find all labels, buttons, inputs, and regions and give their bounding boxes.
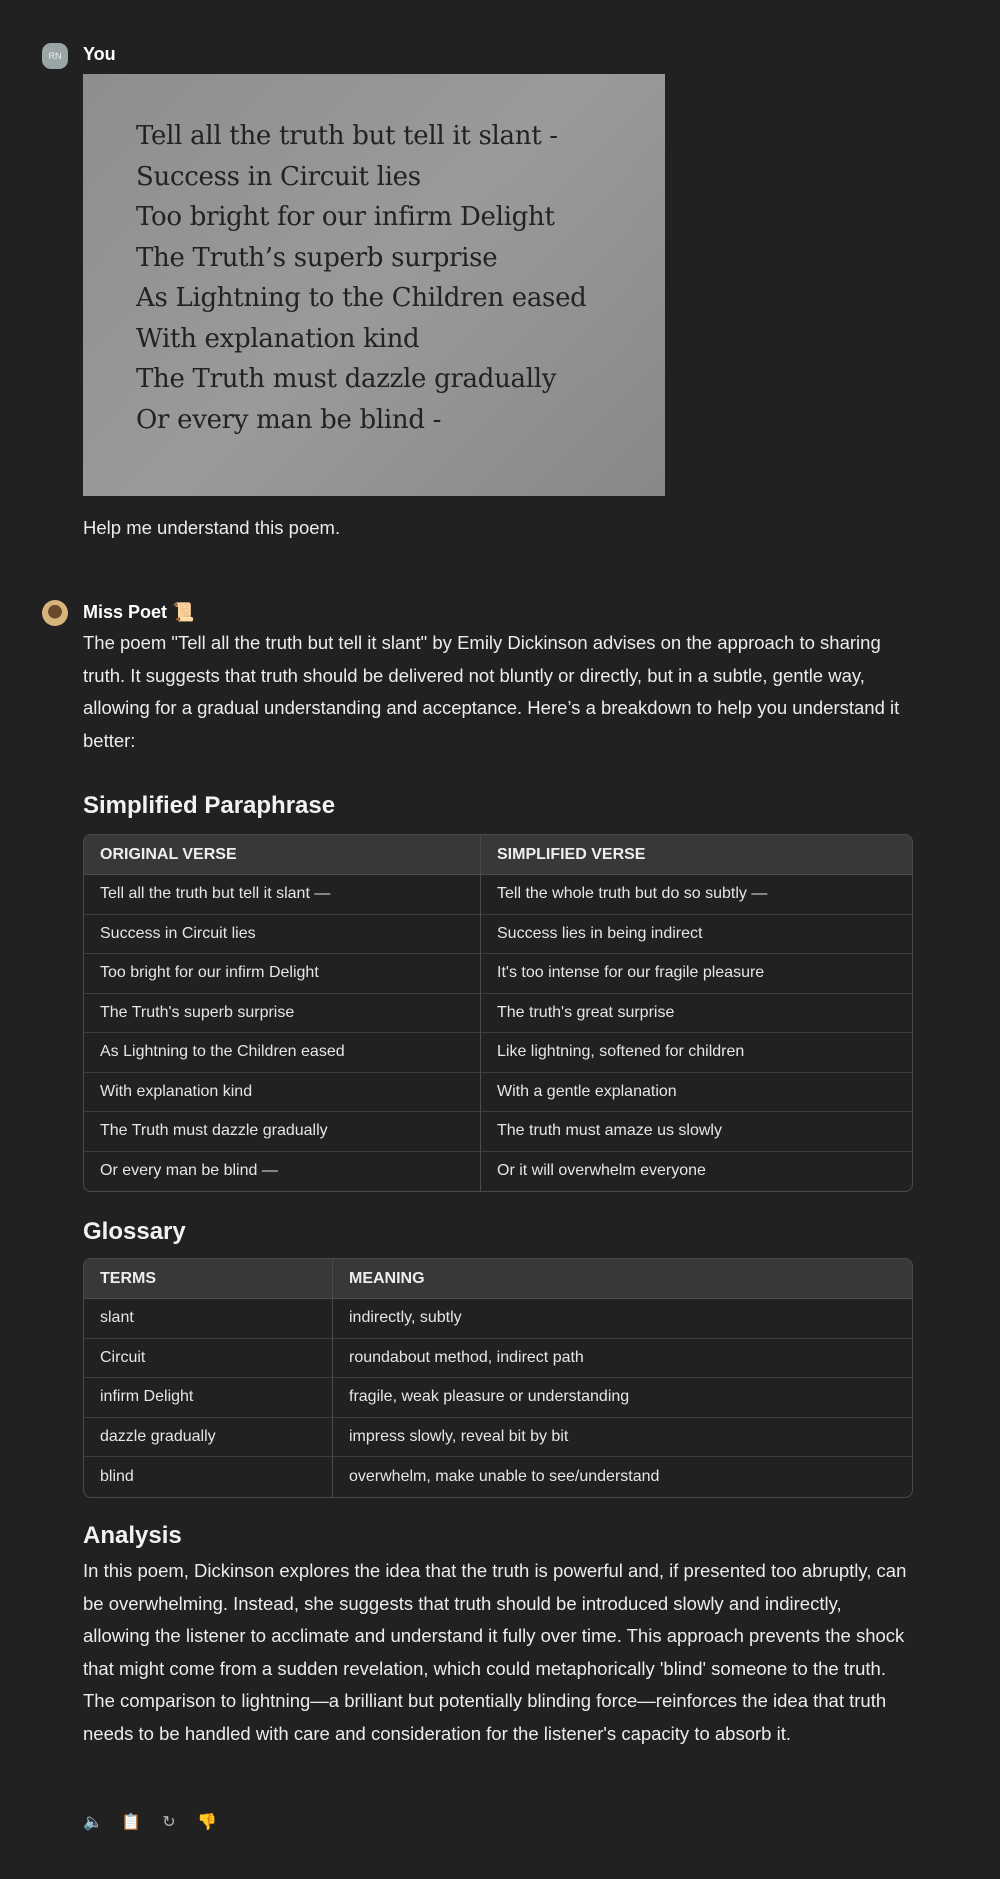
- paraphrase-table: [83, 834, 913, 1192]
- column-header: TERMS: [84, 1259, 332, 1299]
- poem-line: As Lightning to the Children eased: [136, 283, 587, 313]
- table-cell: indirectly, subtly: [332, 1299, 912, 1339]
- regenerate-icon[interactable]: ↻: [162, 1814, 176, 1831]
- table-cell: Success lies in being indirect: [480, 915, 912, 955]
- table-cell: Circuit: [84, 1339, 332, 1379]
- table-row: [84, 1378, 912, 1418]
- message-actions: [83, 1812, 217, 1832]
- table-row: [84, 954, 912, 994]
- poem-line: Too bright for our infirm Delight: [136, 202, 555, 232]
- poem-image: [83, 74, 665, 496]
- table-row: [84, 1112, 912, 1152]
- table-row: [84, 1033, 912, 1073]
- table-cell: infirm Delight: [84, 1378, 332, 1418]
- poem-line: The Truth’s superb surprise: [136, 242, 498, 273]
- poem-line: Success in Circuit lies: [136, 161, 421, 192]
- table-row: [84, 1418, 912, 1458]
- analysis-paragraph: In this poem, Dickinson explores the idea that the truth is powerful and, if presented too abruptly, can be overwhelming. Instead, she suggests that truth should be introduced slowly and indirectly, allowing the listener to acclimate and understand it fully over time. This approach prevents the shock that might come from a sudden revelation, which could metaphorically 'blind' someone to the truth. The comparison to lightning—a brilliant but potentially blinding force—reinforces the idea that truth needs to be handled with care and consideration for the listener's capacity to absorb it.: [83, 1560, 907, 1744]
- intro-paragraph: The poem "Tell all the truth but tell it slant" by Emily Dickinson advises on the approach to sharing truth. It suggests that truth should be delivered not bluntly or directly, but in a subtle, gentle way, allowing for a gradual understanding and acceptance. Here’s a breakdown to help you understand it better:: [83, 632, 900, 751]
- table-row: [84, 994, 912, 1034]
- table-cell: Or every man be blind —: [100, 1162, 278, 1180]
- thumbs-down-icon[interactable]: 👎: [197, 1814, 217, 1831]
- clipboard-icon[interactable]: 📋: [121, 1814, 141, 1831]
- column-header: MEANING: [332, 1259, 912, 1299]
- table-cell: The Truth must dazzle gradually: [84, 1112, 480, 1152]
- table-cell: impress slowly, reveal bit by bit: [332, 1418, 912, 1458]
- table-cell: Or it will overwhelm everyone: [480, 1152, 912, 1192]
- table-cell: With explanation kind: [84, 1073, 480, 1113]
- speaker-icon[interactable]: 🔈: [83, 1814, 103, 1831]
- assistant-avatar: [42, 600, 68, 626]
- table-cell: The truth must amaze us slowly: [480, 1112, 912, 1152]
- table-cell: As Lightning to the Children eased: [84, 1033, 480, 1073]
- table-cell: fragile, weak pleasure or understanding: [332, 1378, 912, 1418]
- paraphrase-heading: Simplified Paraphrase: [83, 792, 336, 819]
- glossary-table: [83, 1258, 913, 1498]
- table-cell: slant: [84, 1299, 332, 1339]
- user-avatar: RN: [42, 43, 68, 69]
- table-row: [84, 1457, 912, 1497]
- analysis-heading: Analysis: [83, 1522, 182, 1549]
- table-cell: The truth's great surprise: [480, 994, 912, 1034]
- table-cell: Tell all the truth but tell it slant —: [84, 875, 480, 915]
- table-row: [84, 875, 912, 915]
- table-row: [84, 1339, 912, 1379]
- table-cell: It's too intense for our fragile pleasure: [480, 954, 912, 994]
- glossary-heading: Glossary: [83, 1218, 186, 1245]
- table-cell: Success in Circuit lies: [84, 915, 480, 955]
- poem-line: The Truth must dazzle gradually: [136, 364, 557, 394]
- column-header: SIMPLIFIED VERSE: [480, 835, 912, 875]
- assistant-name: Miss Poet 📜: [83, 602, 195, 622]
- table-cell: Like lightning, softened for children: [480, 1033, 912, 1073]
- table-cell: roundabout method, indirect path: [332, 1339, 912, 1379]
- table-row: [84, 1152, 912, 1192]
- poem-line: Tell all the truth but tell it slant -: [136, 121, 558, 151]
- table-cell: dazzle gradually: [84, 1418, 332, 1458]
- table-row: [84, 1073, 912, 1113]
- table-cell: Tell the whole truth but do so subtly —: [480, 875, 912, 915]
- poem-line: Or every man be blind -: [136, 404, 442, 435]
- table-cell: Too bright for our infirm Delight: [84, 954, 480, 994]
- table-row: [84, 915, 912, 955]
- table-cell: blind: [100, 1467, 134, 1485]
- table-cell: With a gentle explanation: [480, 1073, 912, 1113]
- user-name: You: [83, 44, 116, 64]
- table-cell: The Truth's superb surprise: [84, 994, 480, 1034]
- poem-line: With explanation kind: [136, 323, 420, 354]
- column-header: ORIGINAL VERSE: [84, 835, 480, 875]
- table-row: [84, 1299, 912, 1339]
- user-message-text: Help me understand this poem.: [83, 517, 341, 538]
- table-cell: overwhelm, make unable to see/understand: [332, 1457, 912, 1497]
